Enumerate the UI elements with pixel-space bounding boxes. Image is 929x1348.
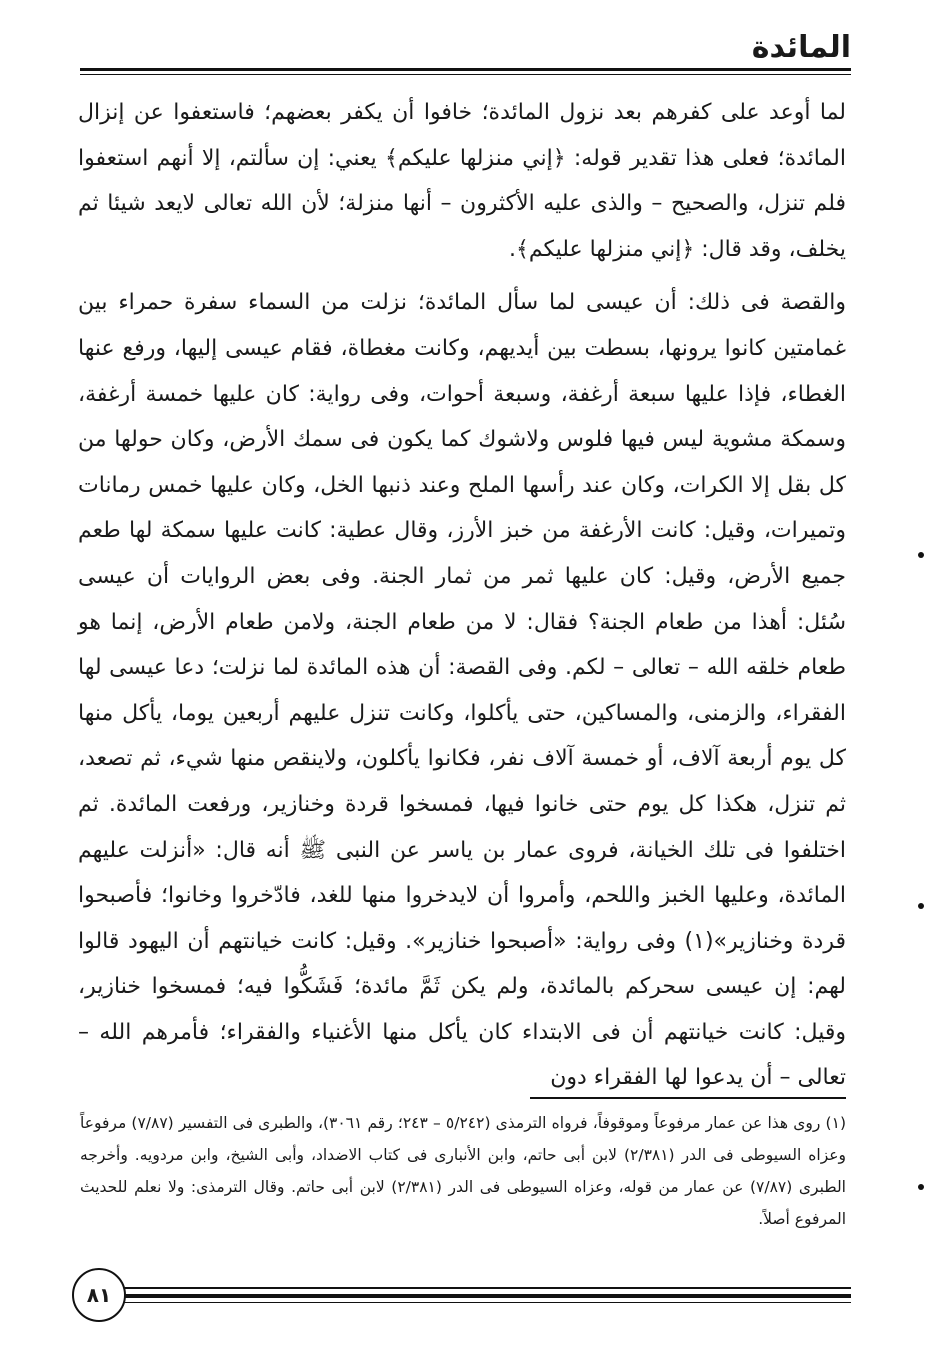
page-title: المائدة — [751, 30, 851, 65]
footnote-separator — [530, 1097, 846, 1099]
page-number: ٨١ — [72, 1268, 126, 1322]
main-body-text — [78, 90, 846, 1101]
header-rule-thick — [80, 68, 851, 71]
footnote-1: (١) روى هذا عن عمار مرفوعاً وموقوفاً، فرواه الترمذى (٥/٢٤٢ – ٢٤٣؛ رقم ٣٠٦١)، والطبرى فى التفسير (٧/٨٧) مرفوعاً وعزاه السيوطى فى الدر (٢/٣٨١) لابن أبى حاتم، وابن الأنبارى فى كتاب الاضداد، وأبى الشيخ، وابن مردويه. وأخرجه الطبرى (٧/٨٧) عن عمار من قوله، وعزاه السيوطى فى الدر (٢/٣٨١) لابن أبى حاتم. وقال الترمذى: ولا نعلم للحديث المرفوع أصلاً. — [80, 1114, 846, 1228]
margin-dot-2 — [918, 903, 924, 909]
footnotes-section — [80, 1107, 846, 1235]
body-paragraph-1: لما أوعد على كفرهم بعد نزول المائدة؛ خافوا أن يكفر بعضهم؛ فاستعفوا عن إنزال المائدة؛ فعلى هذا تقدير قوله: ﴿إني منزلها عليكم﴾ يعني: إن سألتم، إلا أنهم استعفوا فلم تنزل، والصحيح – والذى عليه الأكثرون – أنها منزلة؛ لأن الله تعالى لايعد شيئا ثم يخلف، وقد قال: ﴿إني منزلها عليكم﴾. — [78, 100, 846, 262]
footer-rule-thin-bottom — [124, 1302, 851, 1303]
body-paragraph-2: والقصة فى ذلك: أن عيسى لما سأل المائدة؛ نزلت من السماء سفرة حمراء بين غمامتين كانوا يرونها، بسطت بين أيديهم، وكانت مغطاة، فقام عيسى إليها، ورفع عنها الغطاء، فإذا عليها سبعة أرغفة، وسبعة أحوات، وفى رواية: كان عليها خمسة أرغفة، وسمكة مشوية ليس فيها فلوس ولاشوك كما يكون فى سمك الأرض، وكان حولها من كل بقل إلا الكرات، وكان عند رأسها الملح وعند ذنبها الخل، وكان عليها خمس رمانات وتميرات، وقيل: كانت الأرغفة من خبز الأرز، وقال عطية: كانت عليها سمكة لها طعم جميع الأرض، وقيل: كان عليها ثمر من ثمار الجنة. وفى بعض الروايات أن عيسى سُئل: أهذا من طعام الجنة؟ فقال: لا من طعام الجنة، ولامن طعام الأرض، إنما هو طعام خلقه الله – تعالى – لكم. وفى القصة: أن هذه المائدة لما نزلت؛ دعا عيسى لها الفقراء، والزمنى، والمساكين، حتى يأكلوا، وكانت تنزل عليهم أربعين يوما، يأكل منها كل يوم أربعة آلاف، أو خمسة آلاف نفر، فكانوا يأكلون، ولاينقص منها شيء، ثم تصعد، ثم تنزل، هكذا كل يوم حتى خانوا فيها، فمسخوا قردة وخنازير، ورفعت المائدة. ثم اختلفوا فى تلك الخيانة، فروى عمار بن ياسر عن النبى ﷺ أنه قال: «أنزلت عليهم المائدة، وعليها الخبز واللحم، وأمروا أن لايدخروا منها للغد، فادّخروا وخانوا؛ فأصبحوا قردة وخنازير»(١) وفى رواية: «أصبحوا خنازير». وقيل: كانت خيانتهم أن اليهود قالوا لهم: إن عيسى سحركم بالمائدة، ولم يكن ثَمَّ مائدة؛ فَشَكُّوا فيه؛ فمسخوا خنازير، وقيل: كانت خيانتهم أن فى الابتداء كان يأكل منها الأغنياء والفقراء؛ فأمرهم الله – تعالى – أن يدعوا لها الفقراء دون — [78, 290, 846, 1091]
footer-rule-thin-top — [124, 1287, 851, 1289]
footer-rule-thick — [124, 1294, 851, 1298]
margin-dot-3 — [918, 1184, 924, 1190]
margin-dot-1 — [918, 552, 924, 558]
header-rule-thin — [80, 74, 851, 75]
